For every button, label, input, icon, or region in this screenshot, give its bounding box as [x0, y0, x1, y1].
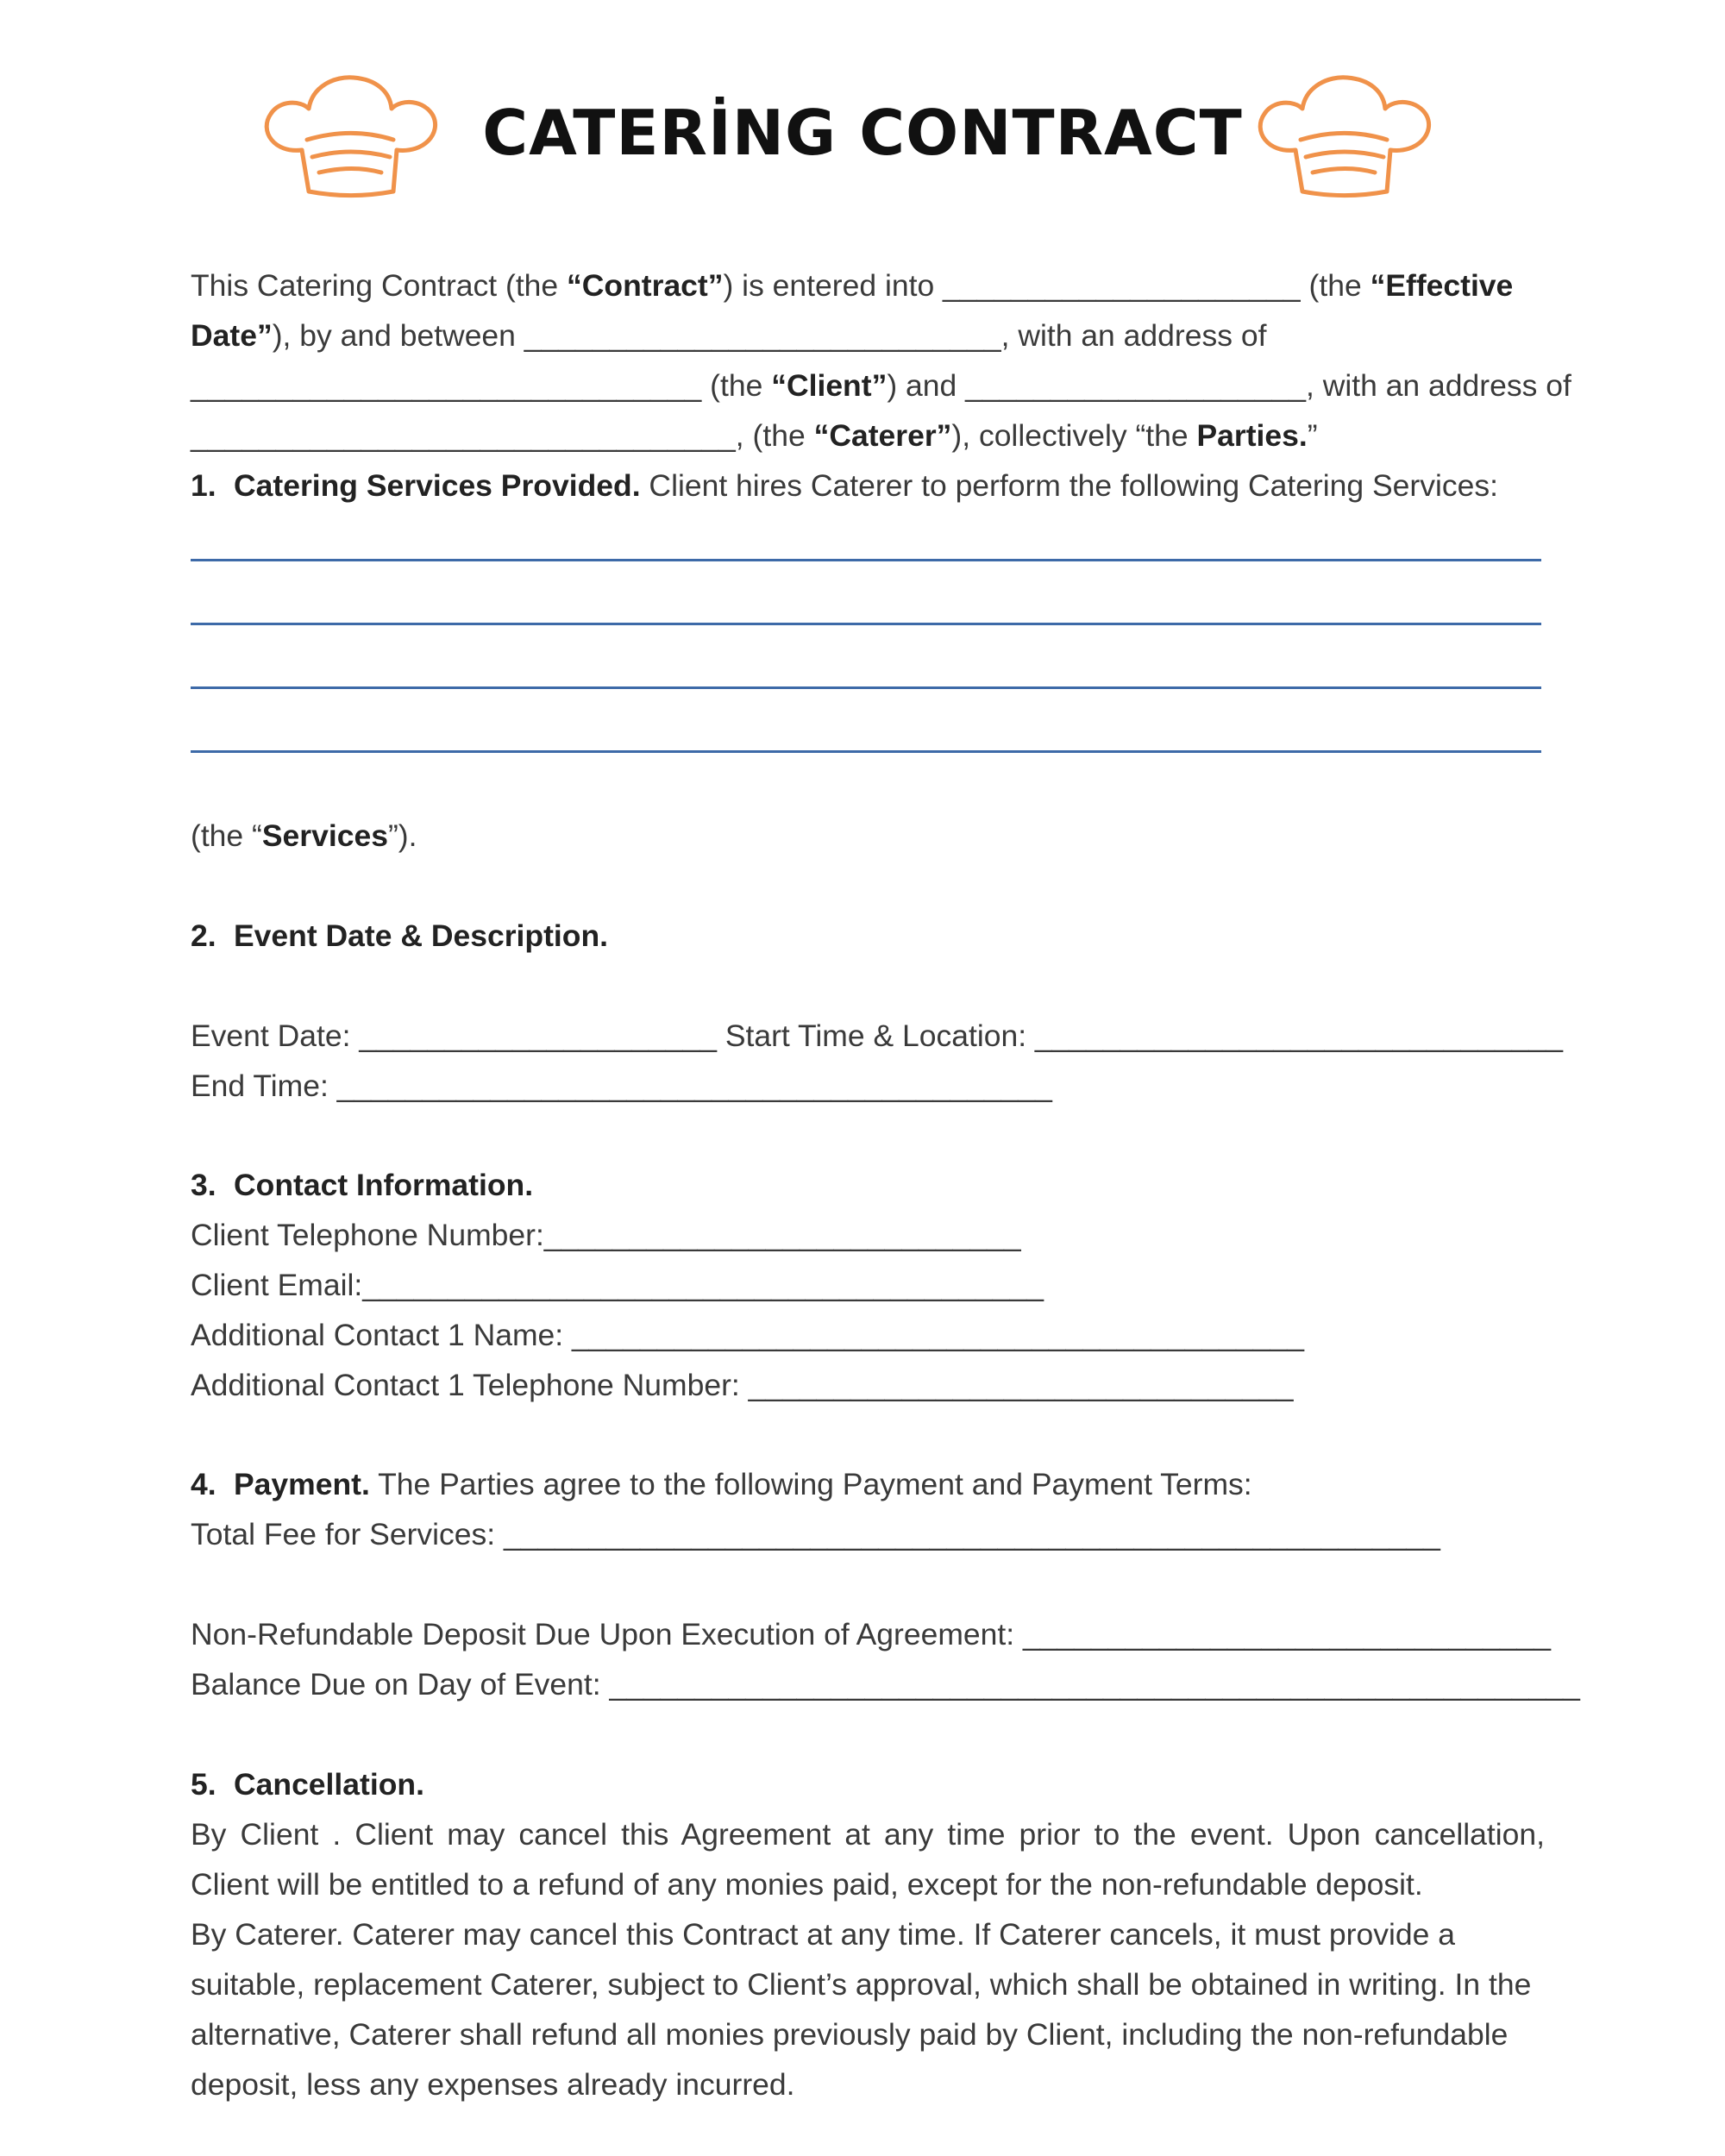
services-definition: (the “Services”). [191, 818, 417, 853]
services-blank-line [191, 750, 1541, 753]
total-fee-line: Total Fee for Services: _______________________________________________________ [191, 1517, 1440, 1551]
document-title: CATERİNG CONTRACT [482, 97, 1243, 169]
cancellation-client-line-2: Client will be entitled to a refund of any monies paid, except for the non-refundable deposit. [191, 1867, 1423, 1902]
intro-line-4: ________________________________, (the “Caterer”), collectively “the Parties.” [191, 418, 1318, 453]
client-telephone-line: Client Telephone Number:____________________________ [191, 1218, 1021, 1252]
additional-contact-name-line: Additional Contact 1 Name: ___________________________________________ [191, 1318, 1304, 1352]
section-2-heading: 2. Event Date & Description. [191, 918, 608, 953]
deposit-line: Non-Refundable Deposit Due Upon Execution of Agreement: _______________________________ [191, 1617, 1552, 1651]
client-email-line: Client Email:________________________________________ [191, 1268, 1044, 1302]
section-5-heading: 5. Cancellation. [191, 1767, 424, 1802]
event-date-line: Event Date: _____________________ Start Time & Location: _______________________________ [191, 1018, 1563, 1053]
cancellation-caterer-line-4: deposit, less any expenses already incurred. [191, 2067, 795, 2102]
cancellation-caterer-line-2: suitable, replacement Caterer, subject to Client’s approval, which shall be obtained in writing. In the [191, 1967, 1532, 2002]
additional-contact-telephone-line: Additional Contact 1 Telephone Number: ________________________________ [191, 1368, 1294, 1402]
section-3-heading: 3. Contact Information. [191, 1168, 534, 1202]
cancellation-caterer-line-3: alternative, Caterer shall refund all monies previously paid by Client, including the non-refundable [191, 2017, 1509, 2052]
end-time-line: End Time: __________________________________________ [191, 1069, 1052, 1103]
cancellation-caterer-line-1: By Caterer. Caterer may cancel this Contract at any time. If Caterer cancels, it must provide a [191, 1917, 1455, 1952]
section-4-heading: 4. Payment. The Parties agree to the following Payment and Payment Terms: [191, 1467, 1252, 1501]
intro-line-3: ______________________________ (the “Client”) and ____________________, with an address of [191, 368, 1571, 403]
intro-line-2: Date”), by and between ____________________________, with an address of [191, 318, 1267, 353]
services-blank-line [191, 559, 1541, 561]
section-1-heading: 1. Catering Services Provided. Client hires Caterer to perform the following Catering Services: [191, 468, 1498, 503]
services-blank-line [191, 623, 1541, 625]
services-blank-line [191, 686, 1541, 689]
intro-line-1: This Catering Contract (the “Contract”) is entered into _____________________ (the “Effective [191, 268, 1514, 303]
balance-due-line: Balance Due on Day of Event: _________________________________________________________ [191, 1667, 1580, 1702]
cancellation-client-line-1: By Client . Client may cancel this Agreement at any time prior to the event. Upon cancellation, [191, 1817, 1545, 1852]
